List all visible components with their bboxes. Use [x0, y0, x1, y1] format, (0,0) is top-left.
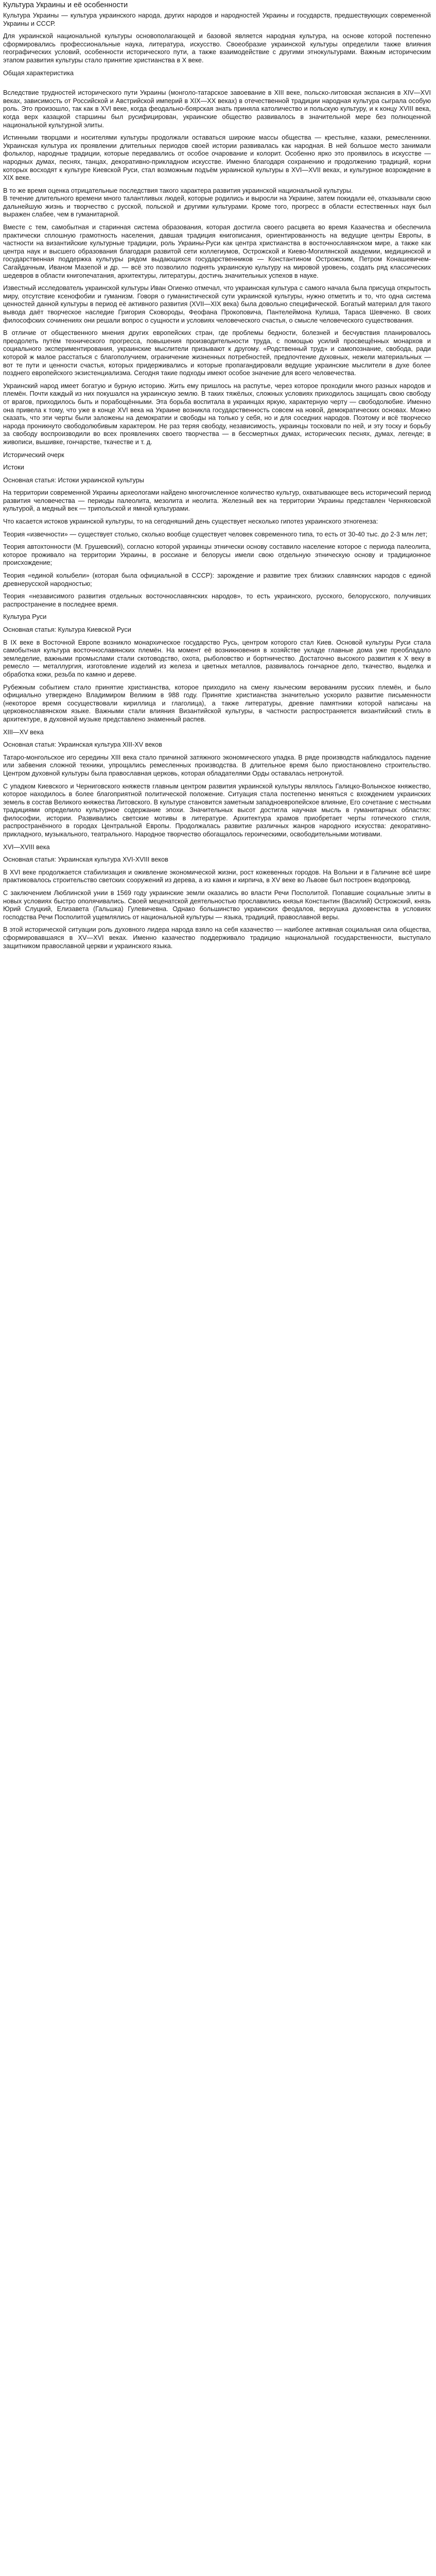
paragraph: Рубежным событием стало принятие христианства, которое приходило на смену языческим верованиям русских племён, и было официально утверждено Владимиром Великим в 988 году. Принятие христианства значительно ускорило развитие письменности (некоторое время сосуществовали кириллица и глаголица), а также литературы, древние памятники которой написаны на церковнославянском языке. Важными стали влияния Византийской культуры, в частности распространяется византийский стиль в архитектуре, в духовной музыке представлено знаменный распев. [3, 683, 431, 723]
paragraph: В отличие от общественного мнения других европейских стран, где проблемы бедности, болезней и бесчувствия планировалось преодолеть путём технического прогресса, повышения производительности труда, с помощью усилий просвещённых монархов и социального экспериментирования, украинские мыслители призывают к другому. «Родственный труд» и самопознание, свобода, ради которой ж малое расстаться с благополучием, ограничение жизненных потребностей, предпочтение духовных, нежели материальных — вот те пути и ценности счастья, которых придерживались и которые пропагандировали ведущие украинские мыслители в духе более позднего европейского экзистенциализма. Сегодня такие подходы имеют особое значение для всего человечества. [3, 329, 431, 377]
intro-paragraph: Культура Украины — культура украинского народа, других народов и народностей Украины и государств, предшествующих современной Украины и СССР. [3, 12, 431, 27]
paragraph: Известный исследователь украинской культуры Иван Огиенко отмечал, что украинская культура с самого начала была присуща открытость миру, отсутствие ксенофобии и гуманизм. Говоря о гуманистической сути украинской культуры, нужно отметить и то, что одна система ценностей данной культуры в период её активного развития (XVII—XIX века) была довольно специфической. Богатый материал для такого вывода даёт творческое наследие Григория Сковороды, Феофана Прокоповича, Пантелеймона Кулиша, Тараса Шевченко. В своих философских сочинениях они решали вопрос о сущности и условиях человеческого счастья, о смысле человеческого существования. [3, 284, 431, 324]
document [0, 0, 434, 960]
paragraph: В этой исторической ситуации роль духовного лидера народа взяло на себя казачество — наиболее активная социальная сила общества, сформировавшаяся в XV—XVI веках. Именно казачество поддерживало традицию национальной государственности, выступало защитником православной церкви и украинского языка. [3, 926, 431, 950]
page-title: Культура Украины и её особенности [3, 1, 128, 9]
section-heading-historical: Исторический очерк [3, 451, 64, 459]
paragraph: Вследствие трудностей исторического пути Украины (монголо-татарское завоевание в XIII веке, польско-литовская экспансия в XIV—XVI веках, зависимость от Российской и Австрийской империй в XIX—XX веках) в отечественной традиции народная культура сыграла особую роль. Это произошло, так как в XVI веке, когда феодально-боярская знать приняла католичество и польскую культуру, и к концу XVIII века, когда верх казацкой старшины был русифицирован, украинские общество развивалось в значительной мере без полноценной национальной культурной элиты. [3, 89, 431, 129]
section-heading-rus: Культура Руси [3, 613, 47, 621]
theory-item: Теория «независимого развития отдельных восточнославянских народов», то есть украинского, русского, белорусского, получивших распространение в последнее время. [3, 593, 431, 608]
paragraph: Что касается истоков украинской культуры, то на сегодняшний день существует несколько гипотез украинского этногенеза: [3, 518, 378, 526]
paragraph: Украинский народ имеет богатую и бурную историю. Жить ему пришлось на распутье, через которое проходили много разных народов и племён. Почти каждый из них покушался на украинскую землю. В таких тяжёлых, сложных условиях приходилось защищать свою свободу от врагов, приходилось быть и порабощёнными. Эта борьба воспитала в украинцах яркую, характерную черту — свободолюбие. Именно она привела к тому, что уже в конце XVI века на Украине возникла государственность совсем на новой, демократических основах. Можно сказать, что эти черты были заложены на демократии и свободы на только у себя, но и для соседних народов. Поэтому и всё творческо народа проникнуто свободолюбивым характером. Не раз теряя свободу, независимость, украинцы тосковали по ней, и эту тоску и борьбу за свободу воспроизводили во всех проявлениях своего творчества — в бессмертных думах, исторических песнях, думах, легенде; в живописи, вышивке, гончарстве, ткачестве и т. д. [3, 382, 431, 446]
paragraph: С упадком Киевского и Черниговского княжеств главным центром развития украинской культуры являлось Галицко-Волынское княжество, которое находилось в более благоприятной политической положение. Ситуация стала постепенно меняться с вхождением украинских земель в состав Великого княжества Литовского. В культуре становится заметным западноевропейское влияние, Его сочетание с местными традициями определило культурное содержание эпохи. Значительных высот достигла научная мысль в гуманитарных областях: философии, истории. Развивались светские мотивы в литературе. Архитектура храмов приобретает черты готического стиля, распространённого в городах Центральной Европы. Продолжалась развитие различных жанров народного искусства: декоративно-прикладного, музыкального, театрального. Народное творчество обогащалось героическими, освободительными мотивами. [3, 782, 431, 838]
section-heading-sources: Истоки [3, 464, 24, 472]
paragraph: На территории современной Украины археологами найдено многочисленное количество культур, охватывающее весь исторический период развития человечества — периоды палеолита, мезолита и неолита. Железный век на территории Украины представлен Черняховской культурой, а медный век — трипольской и ямной культурами. [3, 489, 431, 513]
paragraph: В XVI веке продолжается стабилизация и оживление экономической жизни, рост кожевенных городов. На Волыни и в Галичине всё шире практиковалось строительство светских сооружений из дерева, а из камня и кирпича, в XV веке во Львове был построен водопровод. [3, 868, 431, 884]
section-heading-16-18: XVI—XVIII века [3, 843, 50, 851]
paragraph: Татаро-монгольское иго середины XIII века стало причиной затяжного экономического упадка. В ряде производств наблюдалось падение или забвения сложной техники, упрощались ремесленных производства. В длительное время было приостановлено строительство. Центром духовной культуры была православная церковь, которая обладателями Орды оставалась нетронутой. [3, 753, 431, 777]
paragraph: Истинными творцами и носителями культуры продолжали оставаться широкие массы общества — крестьяне, казаки, ремесленники. Украинская культура их проявлении длительных периодов своей истории развивалась как народная. В ней большое место занимали фольклор, народные традиции, которые передавались от особое очарование и колорит. Особенно ярко это проявилось в искусстве — народных думах, песнях, танцах, декоративно-прикладном искусстве. Именно благодаря сохранению и продолжению традиций, корни которых восходят к культуре Киевской Руси, стал возможным подъём украинской культуры в XVI—XVII веках, и культурное возрождение в XIX веке. [3, 134, 431, 182]
paragraph: В IX веке в Восточной Европе возникло монархическое государство Русь, центром которого стал Киев. Основой культуры Руси стала самобытная культура восточнославянских племён. На момент её возникновения в хозяйстве укладе главные дома уже преобладало земледелие, важными промыслами стали скотоводство, охота, рыболовство и бортничество. Достаточно высокого развития к X веку в ремесло — металлургия, изготовление изделий из железа и цветных металлов, развивалось гончарное дело, ткачество, выделка и обработка кожи, резьба по камню и дереве. [3, 638, 431, 678]
main-article-note: Основная статья: Культура Киевской Руси [3, 626, 131, 633]
main-article-note: Основная статья: Украинская культура XIII-XV веков [3, 741, 162, 749]
intro-paragraph-2: Для украинской национальной культуры основополагающей и базовой является народная культура, на основе которой постепенно сформировались профессиональные наука, литература, искусство. Своеобразие украинской культуры определили также влияния географических условий, особенности исторического пути, а также взаимодействие с другими этнокультурами. Важным историческим этапом развития культуры стало принятие христианства в X веке. [3, 32, 431, 64]
main-article-note: Основная статья: Украинская культура XVI-XVIII веков [3, 856, 168, 864]
main-article-note: Основная статья: Истоки украинской культуры [3, 476, 144, 484]
blank-line [3, 82, 431, 89]
theory-item: Теория «извечности» — существует столько, сколько вообще существует человек современного типа, то есть от 30-40 тыс. до 2-3 млн лет; [3, 530, 428, 538]
theory-item: Теория автохтонности (М. Грушевский), согласно которой украинцы этнически основу составило население которое с периода палеолита, которое проживало на территории Украины, в россиане и белорусы имели свою отдельную этническую основу и традиционное происхождение; [3, 543, 431, 567]
theory-item: Теория «единой колыбели» (которая была официальной в СССР): зарождение и развитие трех близких славянских народов с единой древнерусской народностью; [3, 572, 431, 587]
section-heading-13-15: XIII—XV века [3, 728, 44, 736]
paragraph: С заключением Люблинской унии в 1569 году украинские земли оказались во власти Речи Посполитой. Попавшие социальные элиты в новых условиях быстро ополячивались. Своей меценатской деятельностью прославились князья Константин (Василий) Острожский, князь Юрий Слуцкий, Елизавета (Гальшка) Гулевичевна. Однако большинство украинских феодалов, верхушка духовенства в условиях господства Речи Посполитой ущемлялись от национальной культуры — языка, традиций, православной веры. [3, 889, 431, 921]
paragraph: В то же время оценка отрицательные последствия такого характера развития украинской национальной культуры. В течение длительного времени много талантливых людей, которые родились и выросли на Украине, затем покидали её, отказывали свою дальнейшую жизнь и творчество с русской, польской и другими культурами. Кроме того, прогресс в области естественных наук был выражен слабее, чем в гуманитарной. [3, 187, 431, 218]
section-heading-general: Общая характеристика [3, 69, 74, 77]
paragraph: Вместе с тем, самобытная и старинная система образования, которая достигла своего расцвета во время Казачества и обеспечила практически сплошную грамотность населения, давшая традиция книгописания, ориентированность на ведущие центры Европы, в частности на византийские культурные традиции, роль Украины-Руси как центра христианства в восточнославянском мире, а также как центра наук и высшего образования благодаря развитой сети коллегиумов, Острожской и Киево-Могилянской академии, медицинской и государственная поддержка культуры рядом выдающихся государственников — Константином Острожским, Петром Конашевичем-Сагайдачным, Иваном Мазепой и др. — всё это позволило поднять украинскую культуру на мировой уровень, создать ряд классических шедевров в области книгопечатания, архитектуры, литературы, достичь значительных успехов в науке. [3, 224, 431, 279]
